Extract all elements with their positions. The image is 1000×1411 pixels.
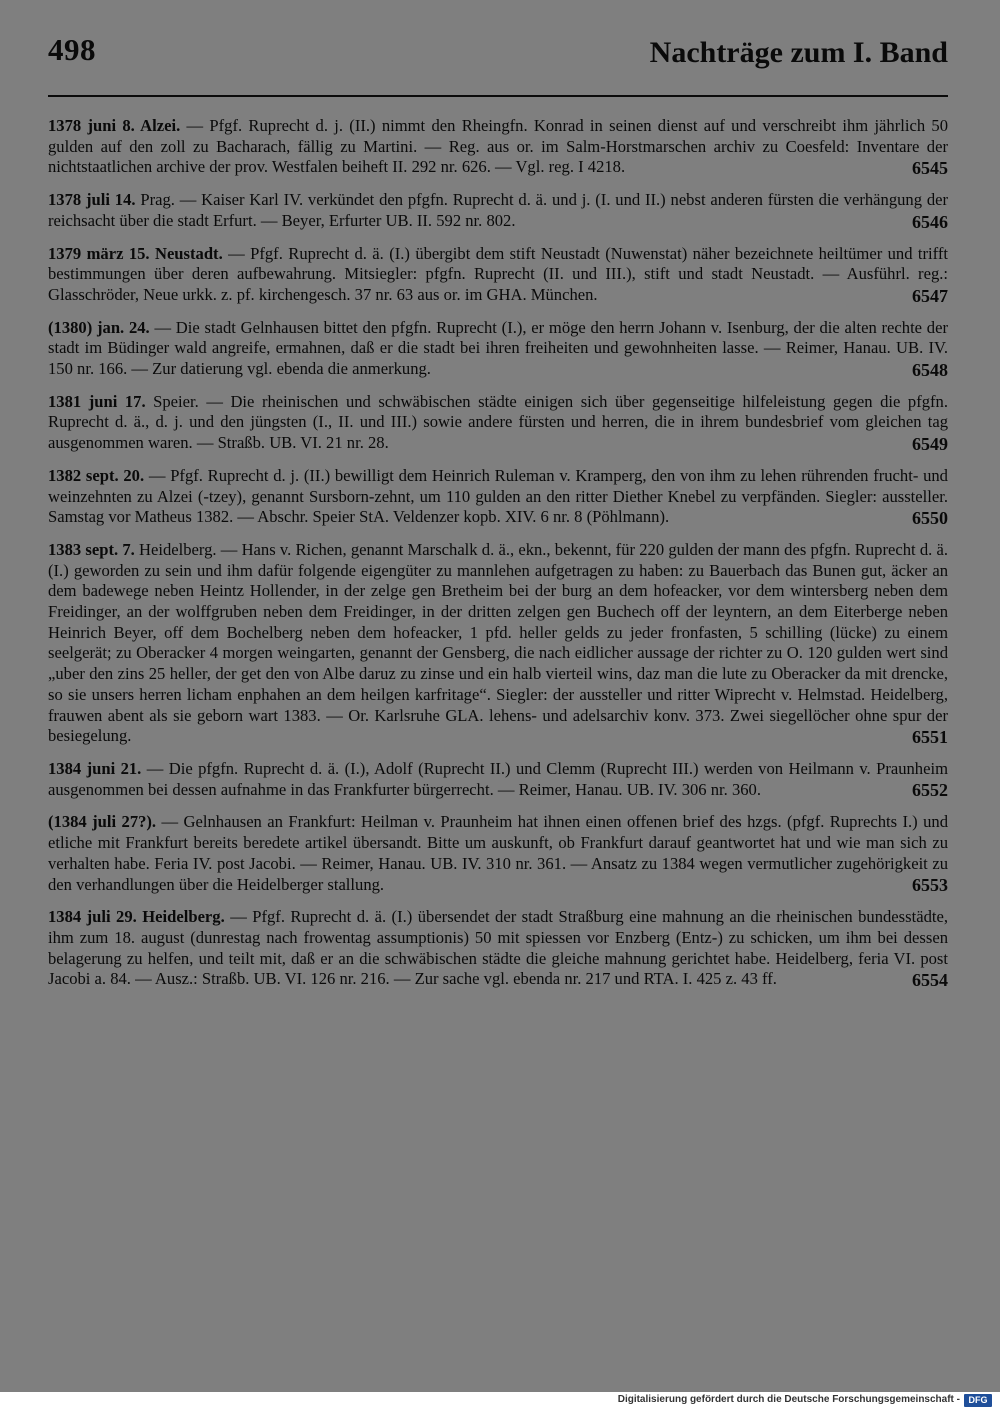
entry-date: 1382 sept. 20.	[48, 465, 145, 485]
regest-entry	[48, 466, 948, 528]
entry-number: 6545	[912, 158, 948, 179]
dfg-logo: DFG	[964, 1394, 992, 1407]
entry-text: Prag. — Kaiser Karl IV. verkündet den pfgfn. Ruprecht d. ä. und j. (I. und II.) nebst anderen fürsten die verhängung der reichsacht über die stadt Erfurt. — Beyer, Erfurter UB. II. 592 nr. 802.	[48, 190, 949, 230]
entry-text: — Pfgf. Ruprecht d. ä. (I.) übersendet der stadt Straßburg eine mahnung an die rheinischen bundesstädte, ihm zum 18. august (dunrestag nach frowentag assumptionis) 50 mit spiessen vor Enzberg (Entz-) zu schicken, um ihm bei dessen belagerung zu helfen, und teilt mit, daß er an die schwäbischen städte die gleiche mahnung gerichtet habe. Heidelberg, feria VI. post Jacobi a. 84. — Ausz.: Straßb. UB. VI. 126 nr. 216. — Zur sache vgl. ebenda nr. 217 und RTA. I. 425 z. 43 ff.	[48, 907, 948, 989]
entry-number: 6549	[912, 433, 948, 454]
entry-number: 6554	[912, 970, 948, 991]
entry-date: 1378 juli 14.	[48, 190, 136, 210]
entry-number: 6548	[912, 359, 948, 380]
entry-date: (1380) jan. 24.	[48, 317, 150, 337]
entry-date: (1384 juli 27?).	[48, 812, 157, 832]
entry-text: — Pfgf. Ruprecht d. j. (II.) bewilligt dem Heinrich Ruleman v. Kramperg, den von ihm zu lehen rührenden frucht- und weinzehnten zu Alzei (-tzey), genannt Sursborn-zehnt, um 110 gulden an den ritter Diether Knebel zu verpfänden. Siegler: aussteller. Samstag vor Matheus 1382. — Abschr. Speier StA. Veldenzer kopb. XIV. 6 nr. 8 (Pöhlmann).	[48, 465, 948, 527]
funding-notice: Digitalisierung gefördert durch die Deutsche Forschungsgemeinschaft -	[617, 1394, 960, 1405]
entry-number: 6550	[912, 507, 948, 528]
page-number: 498	[48, 32, 96, 67]
entry-date: 1379 märz 15. Neustadt.	[48, 243, 223, 263]
entry-number: 6546	[912, 211, 948, 232]
entry-number: 6551	[912, 726, 948, 747]
entry-number: 6547	[912, 285, 948, 306]
page-header	[48, 32, 948, 82]
entry-number: 6553	[912, 875, 948, 896]
entry-date: 1383 sept. 7.	[48, 539, 135, 559]
entry-number: 6552	[912, 780, 948, 801]
entry-text: — Pfgf. Ruprecht d. j. (II.) nimmt den Rheingfn. Konrad in seinen dienst auf und verschreibt ihm jährlich 50 gulden auf den zoll zu Bacharach, fällig zu Martini. — Reg. aus or. im Salm-Horstmarschen archiv zu Coesfeld: Inventare der nichtstaatlichen archive der prov. Westfalen beiheft II. 292 nr. 626. — Vgl. reg. I 4218.	[48, 116, 949, 177]
regest-entry	[48, 812, 948, 895]
regest-entries	[48, 116, 948, 1002]
entry-date: 1384 juni 21.	[48, 758, 142, 778]
running-title: Nachträge zum I. Band	[649, 36, 948, 69]
digitization-footer	[0, 1392, 1000, 1411]
header-rule	[48, 95, 948, 97]
regest-entry	[48, 907, 948, 990]
entry-text: — Die stadt Gelnhausen bittet den pfgfn. Ruprecht (I.), er möge den herrn Johann v. Isenburg, der die alten rechte der stadt im Büdinger wald angreife, ermahnen, daß er die stadt bei ihren freiheiten und gewohnheiten lasse. — Reimer, Hanau. UB. IV. 150 nr. 166. — Zur datierung vgl. ebenda die anmerkung.	[48, 317, 948, 379]
entry-text: — Pfgf. Ruprecht d. ä. (I.) übergibt dem stift Neustadt (Nuwenstat) näher bezeichnete heiltümer und trifft bestimmungen über deren aufbewahrung. Mitsiegler: pfgfn. Ruprecht (II. und III.), stift und stadt Neustadt. — Ausführl. reg.: Glasschröder, Neue urkk. z. pf. kirchengesch. 37 nr. 63 aus or. im GHA. München.	[48, 243, 948, 304]
regest-entry	[48, 116, 948, 178]
regest-entry	[48, 244, 948, 306]
entry-date: 1378 juni 8. Alzei.	[48, 116, 181, 135]
entry-text: Heidelberg. — Hans v. Richen, genannt Marschalk d. ä., ekn., bekennt, für 220 gulden der mann des pfgfn. Ruprecht d. ä. (I.) geworden zu sein und ihm dafür folgende eigengüter zu mannlehen aufgetragen zu haben: zu Bauerbach das Bunen gut, äcker an dem badewege neben Heintz Hollender, in der zelge gen Bretheim bei der burg an dem hofeacker, vor dem wintersberg neben dem Freidinger, an der wolffgruben neben dem Freidinger, in der dritten zelgen gen Buchech off der leyntern, an dem Eiterberge neben Heinrich Beyer, off dem Bochelberg neben dem hofeacker, 1 pfd. heller gelds zu jeder fronfasten, 5 schilling (lücke) zu einem seelgerät; zu Oberacker 4 morgen weingarten, genannt der Gensberg, die nach eidlicher aussage der richter zu O. 120 gulden wert sind „uber den zins 25 heller, der get den von Albe daruz zu zinse und ein halb vierteil wins, daz man die lute zu Oberacker da mit drencke, so sie unsers herren licham enphahen an dem heilgen karfritage“. Siegler: der aussteller und ritter Wiprecht v. Helmstad. Heidelberg, frauwen abent als sie geborn wart 1383. — Or. Karlsruhe GLA. lehens- und adelsarchiv konv. 373. Zwei siegellöcher ohne spur der besiegelung.	[48, 539, 948, 746]
entry-date: 1381 juni 17.	[48, 391, 146, 411]
entry-text: — Die pfgfn. Ruprecht d. ä. (I.), Adolf (Ruprecht II.) und Clemm (Ruprecht III.) werden von Heilmann v. Praunheim ausgenommen bei dessen aufnahme in das Frankfurter bürgerrecht. — Reimer, Hanau. UB. IV. 306 nr. 360.	[48, 758, 948, 799]
regest-entry	[48, 392, 948, 454]
regest-entry	[48, 318, 948, 380]
regest-entry	[48, 759, 948, 800]
regest-entry	[48, 540, 948, 747]
entry-text: — Gelnhausen an Frankfurt: Heilman v. Praunheim hat ihnen einen offenen brief des hzgs. (pfgf. Ruprechts I.) und etliche mit Frankfurt bereits beredete artikel übersandt. Bitte um auskunft, ob Frankfurt darauf geantwortet hat und wie man sich zu verhalten habe. Feria IV. post Jacobi. — Reimer, Hanau. UB. IV. 310 nr. 361. — Ansatz zu 1384 wegen vermutlicher zugehörigkeit zu den verhandlungen über die Heidelberger stallung.	[48, 812, 948, 894]
entry-date: 1384 juli 29. Heidelberg.	[48, 907, 225, 927]
regest-entry	[48, 190, 948, 231]
entry-text: Speier. — Die rheinischen und schwäbischen städte einigen sich über gegenseitige hilfeleistung gegen die pfgfn. Ruprecht d. ä., d. j. und den jüngsten (I., II. und III.) sowie andere fürsten und herren, die in ihrem bundesbrief vom gleichen tag ausgenommen waren. — Straßb. UB. VI. 21 nr. 28.	[48, 391, 948, 453]
